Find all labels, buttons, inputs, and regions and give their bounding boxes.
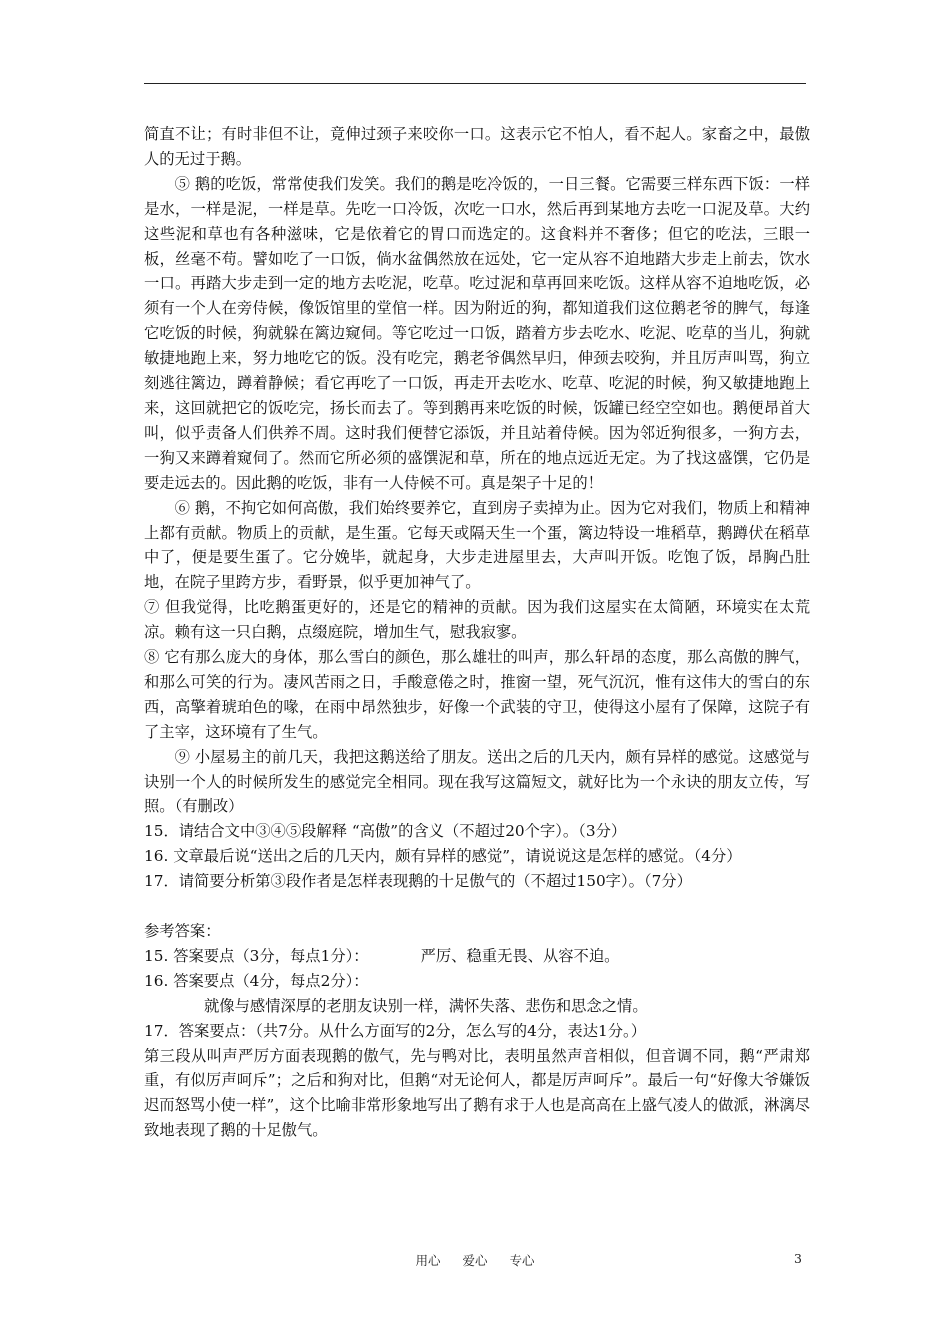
page-number: 3 <box>794 1251 802 1266</box>
paragraph-8: ⑧ 它有那么庞大的身体，那么雪白的颜色，那么雄壮的叫声，那么轩昂的态度，那么高傲的脾气，和那么可笑的行为。凄风苦雨之日，手酸意倦之时，推窗一望，死气沉沉，惟有这伟大的雪白的东西，高擎着琥珀色的喙，在雨中昂然独步，好像一个武装的守卫，使得这小屋有了保障，这院子有了主宰，这环境有了生气。 <box>144 648 810 741</box>
footer-item: 爱心 <box>462 1253 488 1268</box>
section-gap <box>144 894 810 919</box>
header-rule <box>144 83 806 84</box>
answer-15 <box>144 944 810 969</box>
answer-16-text: 就像与感情深厚的老朋友诀别一样，满怀失落、悲伤和思念之情。 <box>204 996 648 1015</box>
question-17: 17．请简要分析第③段作者是怎样表现鹅的十足傲气的（不超过150字）。（7分） <box>144 872 692 891</box>
question-15: 15．请结合文中③④⑤段解释 “高傲”的含义（不超过20个字）。（3分） <box>144 822 627 841</box>
footer-item: 用心 <box>415 1253 441 1268</box>
answers-heading: 参考答案： <box>144 921 221 940</box>
answer-17-label: 17．答案要点：（共7分。从什么方面写的2分，怎么写的4分，表达1分。） <box>144 1021 647 1040</box>
paragraph-7: ⑦ 但我觉得，比吃鹅蛋更好的，还是它的精神的贡献。因为我们这屋实在太简陋，环境实在太荒凉。赖有这一只白鹅，点缀庭院，增加生气，慰我寂寥。 <box>144 598 810 642</box>
answer-16-label: 16. 答案要点（4分，每点2分）： <box>144 971 369 990</box>
paragraph-intro: 简直不让；有时非但不让，竟伸过颈子来咬你一口。这表示它不怕人，看不起人。家畜之中，最傲人的无过于鹅。 <box>144 125 810 168</box>
document-body <box>144 122 810 1143</box>
question-16: 16. 文章最后说“送出之后的几天内，颇有异样的感觉”，请说说这是怎样的感觉。（4分） <box>144 847 742 866</box>
paragraph-5: ⑤ 鹅的吃饭，常常使我们发笑。我们的鹅是吃冷饭的，一日三餐。它需要三样东西下饭：一样是水，一样是泥，一样是草。先吃一口冷饭，次吃一口水，然后再到某地方去吃一口泥及草。大约这些泥和草也有各种滋味，它是依着它的胃口而选定的。这食料并不奢侈；但它的吃法，三眼一板，丝毫不苟。譬如吃了一口饭，倘水盆偶然放在远处，它一定从容不迫地踏大步走上前去，饮水一口。再踏大步走到一定的地方去吃泥，吃草。吃过泥和草再回来吃饭。这样从容不迫地吃饭，必须有一个人在旁侍候，像饭馆里的堂倌一样。因为附近的狗，都知道我们这位鹅老爷的脾气，每逢它吃饭的时候，狗就躲在篱边窥伺。等它吃过一口饭，踏着方步去吃水、吃泥、吃草的当儿，狗就敏捷地跑上来，努力地吃它的饭。没有吃完，鹅老爷偶然早归，伸颈去咬狗，并且厉声叫骂，狗立刻逃往篱边，蹲着静候；看它再吃了一口饭，再走开去吃水、吃草、吃泥的时候，狗又敏捷地跑上来，这回就把它的饭吃完，扬长而去了。等到鹅再来吃饭的时候，饭罐已经空空如也。鹅便昂首大叫，似乎责备人们供养不周。这时我们便替它添饭，并且站着侍候。因为邻近狗很多，一狗方去，一狗又来蹲着窥伺了。然而它所必须的盛馔泥和草，所在的地点远近无定。为了找这盛馔，它仍是要走远去的。因此鹅的吃饭，非有一人侍候不可。真是架子十足的！ <box>144 174 810 492</box>
answer-17-text: 第三段从叫声严厉方面表现鹅的傲气，先与鸭对比，表明虽然声音相似，但音调不同，鹅“严肃郑重，有似厉声呵斥”；之后和狗对比，但鹅“对无论何人，都是厉声呵斥”。最后一句“好像大爷嫌饭迟而怒骂小使一样”，这个比喻非常形象地写出了鹅有求于人也是高高在上盛气凌人的做派，淋漓尽致地表现了鹅的十足傲气。 <box>144 1046 810 1140</box>
paragraph-9: ⑨ 小屋易主的前几天，我把这鹅送给了朋友。送出之后的几天内，颇有异样的感觉。这感觉与诀别一个人的时候所发生的感觉完全相同。现在我写这篇短文，就好比为一个永诀的朋友立传，写照。（有删改） <box>144 747 810 816</box>
answer-15-text: 严厉、稳重无畏、从容不迫。 <box>420 946 620 965</box>
paragraph-6: ⑥ 鹅，不拘它如何高傲，我们始终要养它，直到房子卖掉为止。因为它对我们，物质上和精神上都有贡献。物质上的贡献，是生蛋。它每天或隔天生一个蛋，篱边特设一堆稻草，鹅蹲伏在稻草中了，便是要生蛋了。它分娩毕，就起身，大步走进屋里去，大声叫开饭。吃饱了饭，昂胸凸肚地，在院子里跨方步，看野景，似乎更加神气了。 <box>144 498 810 592</box>
footer-item: 专心 <box>509 1253 535 1268</box>
answer-15-label: 15. 答案要点（3分，每点1分）： <box>144 946 369 965</box>
page-footer <box>0 1251 950 1269</box>
